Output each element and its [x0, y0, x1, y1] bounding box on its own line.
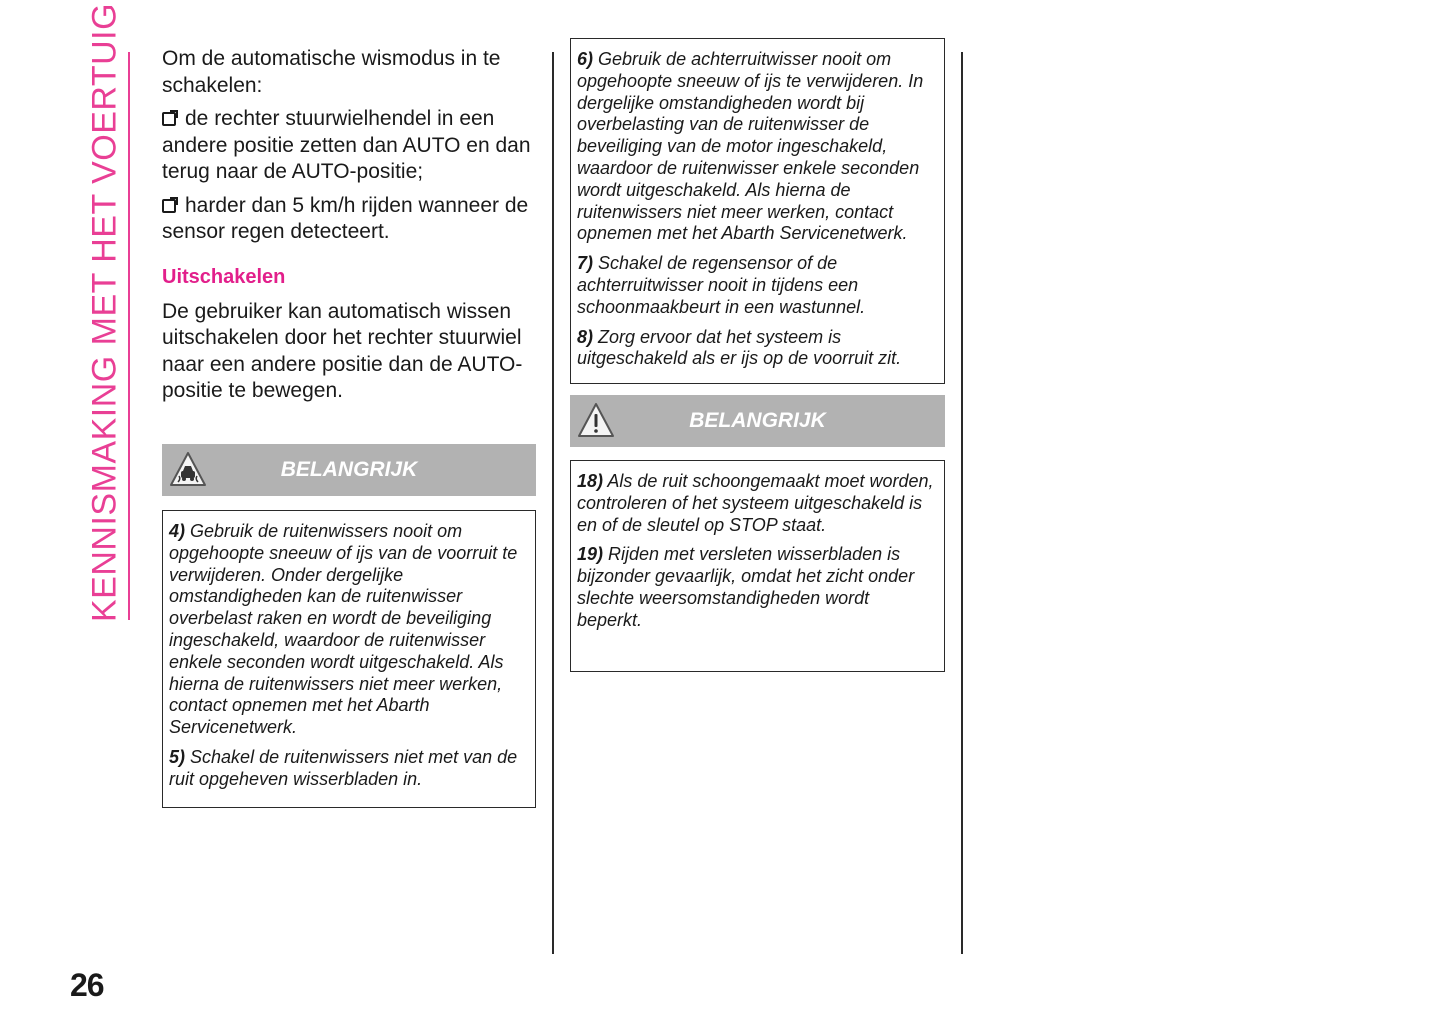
note-number: 8)	[577, 326, 594, 347]
section-title: KENNISMAKING MET HET VOERTUIG	[85, 2, 124, 622]
note-item	[577, 544, 939, 631]
section-title-vertical	[84, 2, 132, 622]
left-column	[162, 46, 538, 412]
page-number: 26	[70, 967, 104, 1003]
note-item	[577, 327, 939, 371]
disable-text: De gebruiker kan automatisch wissen uitschakelen door het rechter stuurwiel naar een andere positie dan de AUTO-positie te bewegen.	[162, 299, 523, 402]
notes-box-right-bottom	[570, 460, 945, 672]
note-text: Rijden met versleten wisserbladen is bijzonder gevaarlijk, omdat het zicht onder slechte weersomstandigheden wordt beperkt.	[577, 544, 915, 630]
note-text: Gebruik de achterruitwisser nooit om opgehoopte sneeuw of ijs te verwijderen. In dergelijke omstandigheden wordt bij overbelasting van de ruitenwisser de beveiliging van de motor ingeschakeld, waardoor de ruitenwisser enkele seconden wordt uitgeschakeld. Als hierna de ruitenwissers niet meer werken, contact opnemen met het Abarth Servicenetwerk.	[577, 49, 924, 244]
note-text: Als de ruit schoongemaakt moet worden, controleren of het systeem uitgeschakeld is en of de sleutel op STOP staat.	[577, 471, 934, 535]
bullet-text: de rechter stuurwielhendel in een andere positie zetten dan AUTO en dan terug naar de AUTO-positie;	[162, 107, 531, 183]
note-text: Gebruik de ruitenwissers nooit om opgehoopte sneeuw of ijs van de voorruit te verwijderen. Onder dergelijke omstandigheden kan de ruitenwisser overbelast raken en wordt de beveiliging ingeschakeld, waardoor de ruitenwisser enkele seconden wordt uitgeschakeld. Als hierna de ruitenwissers niet meer werken, contact opnemen met het Abarth Servicenetwerk.	[169, 521, 518, 738]
intro-lead: Om de automatische wismodus in te schakelen:	[162, 47, 501, 97]
note-number: 4)	[169, 521, 186, 541]
checkbox-bullet-icon	[162, 199, 176, 213]
column-divider-right	[961, 52, 963, 954]
note-number: 6)	[577, 49, 594, 69]
banner-label: BELANGRIJK	[689, 409, 826, 432]
note-item	[169, 747, 530, 791]
note-number: 7)	[577, 253, 594, 274]
note-text: Schakel de ruitenwissers niet met van de ruit opgeheven wisserbladen in.	[169, 746, 518, 789]
note-text: Zorg ervoor dat het systeem is uitgeschakeld als er ijs op de voorruit zit.	[577, 326, 902, 369]
bullet-item	[162, 106, 538, 186]
column-divider-left	[552, 52, 554, 954]
notes-box-left	[162, 510, 536, 808]
bullet-item	[162, 193, 538, 246]
note-number: 19)	[577, 544, 604, 565]
bullet-text: harder dan 5 km/h rijden wanneer de sensor regen detecteert.	[162, 193, 529, 243]
note-number: 5)	[169, 746, 186, 767]
section-title-rule	[128, 52, 130, 620]
note-text: Schakel de regensensor of de achterruitwisser nooit in tijdens een schoonmaakbeurt in een wastunnel.	[577, 253, 866, 317]
note-number: 18)	[577, 471, 604, 491]
note-item	[577, 49, 939, 245]
important-banner-right	[570, 395, 945, 447]
note-item	[169, 521, 530, 739]
important-banner-left	[162, 444, 536, 496]
banner-label: BELANGRIJK	[280, 458, 418, 481]
note-item	[577, 253, 939, 318]
checkbox-bullet-icon	[162, 112, 176, 126]
note-item	[577, 471, 939, 536]
section-heading: Uitschakelen	[162, 265, 286, 288]
notes-box-right-top	[570, 38, 945, 384]
